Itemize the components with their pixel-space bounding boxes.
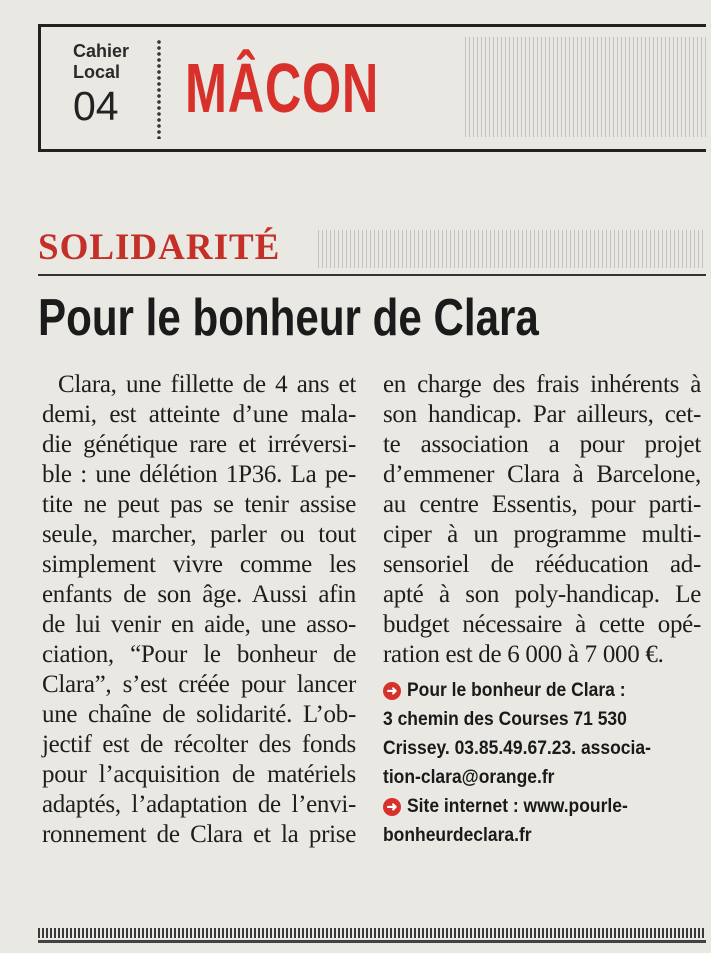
- body-line: ration est de 6 000 à 7 000 €.: [383, 641, 664, 668]
- contact-info-block: [383, 676, 701, 850]
- body-line: te association a pour projet: [383, 431, 701, 458]
- page-header: [38, 24, 706, 152]
- cahier-word: Cahier: [73, 41, 130, 61]
- info-line-address: 3 chemin des Courses 71 530: [383, 709, 627, 730]
- body-line: Clara”, s’est créée pour lancer: [42, 671, 356, 698]
- body-line: ciper à un programme multi-: [383, 521, 701, 548]
- info-line-phone: Crissey. 03.85.49.67.23. associa-: [383, 738, 651, 759]
- body-line: ronnement de Clara et la prise: [42, 821, 356, 848]
- arrow-right-circle-icon: ➜: [383, 682, 401, 700]
- body-line: ble : une délétion 1P36. La pe-: [42, 461, 356, 488]
- body-line: apté à son poly-handicap. Le: [383, 581, 701, 608]
- bottom-dotted-rule: [38, 928, 706, 938]
- body-line: pour l’acquisition de matériels: [42, 761, 356, 788]
- body-line: simplement vivre comme les: [42, 551, 356, 578]
- body-line: enfants de son âge. Aussi afin: [42, 581, 356, 608]
- header-hatch-pattern: [465, 37, 706, 137]
- body-line: jectif est de récolter des fonds: [42, 731, 356, 758]
- info-line-association: ➜ Pour le bonheur de Clara :: [383, 676, 701, 705]
- body-line: Clara, une fillette de 4 ans et: [58, 371, 356, 398]
- arrow-right-circle-icon: ➜: [383, 798, 401, 816]
- website-link[interactable]: bonheurdeclara.fr: [383, 825, 532, 846]
- section-rule: [38, 274, 706, 276]
- body-line: son handicap. Par ailleurs, cet-: [383, 401, 701, 428]
- local-word: Local: [73, 62, 121, 82]
- info-line-website: ➜ Site internet : www.pourle-: [383, 792, 701, 821]
- dotted-divider: [155, 39, 163, 139]
- body-line: ciation, “Pour le bonheur de: [42, 641, 356, 668]
- section-hatch-pattern: [318, 230, 706, 268]
- body-line: seule, marcher, parler ou tout: [42, 521, 356, 548]
- section-label: SOLIDARITÉ: [38, 227, 281, 268]
- body-line: en charge des frais inhérents à: [383, 371, 701, 398]
- body-line: adaptés, l’adaptation de l’envi-: [42, 791, 356, 818]
- body-line: tite ne peut pas se tenir assise: [42, 491, 356, 518]
- body-line: sensoriel de rééducation ad-: [383, 551, 701, 578]
- article-headline: Pour le bonheur de Clara: [38, 289, 539, 347]
- body-line: au centre Essentis, pour parti-: [383, 491, 701, 518]
- body-line: une chaîne de solidarité. L’ob-: [42, 701, 356, 728]
- page-number: 04: [73, 83, 119, 129]
- body-line: budget nécessaire à cette opé-: [383, 611, 701, 638]
- bottom-rule: [38, 940, 706, 943]
- city-title: MÂCON: [185, 49, 379, 127]
- email-link[interactable]: tion-clara@orange.fr: [383, 767, 555, 788]
- article-column-1: [42, 370, 356, 850]
- cahier-label: [73, 41, 143, 129]
- article-column-2: [383, 370, 701, 850]
- body-line: die génétique rare et irréversi-: [42, 431, 356, 458]
- body-line: d’emmener Clara à Barcelone,: [383, 461, 701, 488]
- body-line: demi, est atteinte d’une mala-: [42, 401, 356, 428]
- body-line: de lui venir en aide, une asso-: [42, 611, 356, 638]
